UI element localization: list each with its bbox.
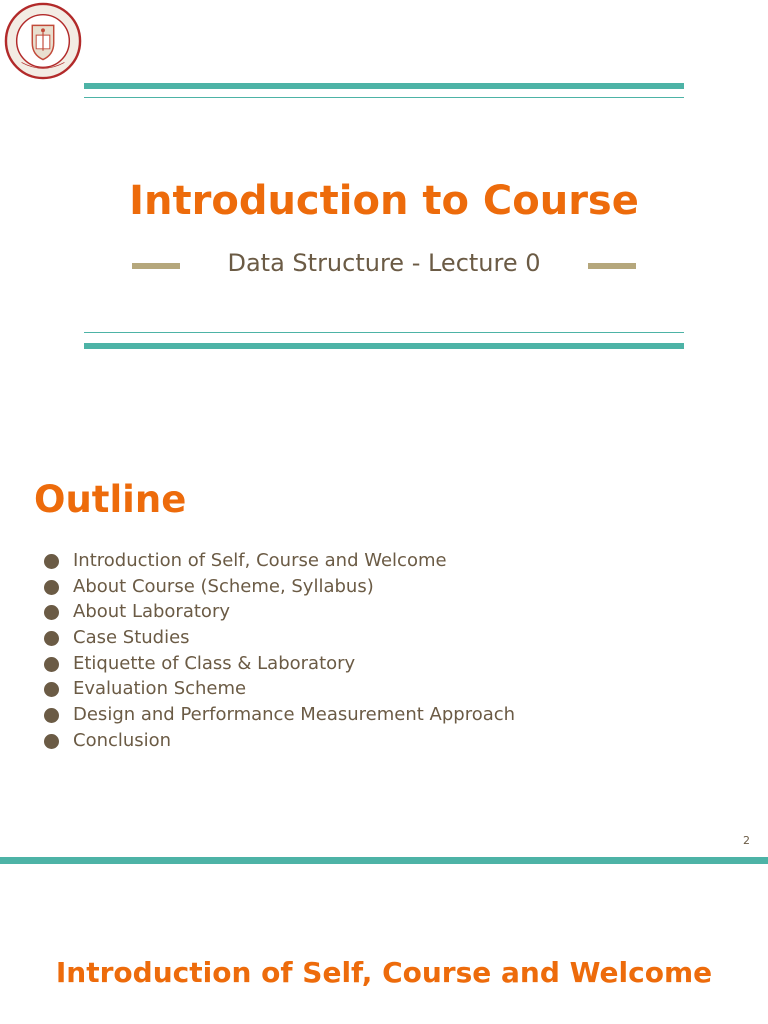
outline-slide	[0, 420, 768, 860]
list-item-text: Etiquette of Class & Laboratory	[73, 652, 356, 674]
list-item-text: About Laboratory	[73, 601, 230, 623]
bottom-rule-thin	[84, 332, 684, 333]
outline-list	[44, 548, 515, 754]
top-rule-thin	[84, 97, 684, 98]
top-rule-thick	[84, 83, 684, 89]
lecture-subtitle: Data Structure - Lecture 0	[227, 249, 541, 277]
section-title: Introduction of Self, Course and Welcome	[55, 956, 713, 989]
list-item-text: Introduction of Self, Course and Welcome	[73, 550, 447, 571]
bullet-icon	[44, 605, 59, 620]
bullet-icon	[44, 580, 59, 595]
bullet-icon	[44, 682, 59, 697]
list-item	[44, 548, 515, 574]
bullet-icon	[44, 554, 59, 569]
bullet-icon	[44, 631, 59, 646]
list-item-text: Evaluation Scheme	[73, 678, 247, 700]
list-item-text: Conclusion	[73, 729, 172, 751]
right-dash	[588, 263, 636, 269]
page-number: 2	[743, 834, 750, 847]
section-slide	[0, 860, 768, 1024]
title-slide	[0, 0, 768, 420]
university-logo	[4, 2, 82, 80]
bullet-icon	[44, 657, 59, 672]
list-item	[44, 651, 515, 677]
list-item	[44, 574, 515, 600]
bottom-rule-thick	[84, 343, 684, 349]
list-item-text: Design and Performance Measurement Approach	[73, 704, 516, 726]
subtitle-row	[0, 246, 768, 280]
outline-heading: Outline	[34, 478, 187, 521]
course-title: Introduction to Course	[129, 178, 639, 224]
list-item-text: About Course (Scheme, Syllabus)	[73, 575, 374, 597]
list-item-text: Case Studies	[73, 627, 190, 649]
bullet-icon	[44, 734, 59, 749]
list-item	[44, 676, 515, 702]
list-item	[44, 702, 515, 728]
bullet-icon	[44, 708, 59, 723]
list-item	[44, 599, 515, 625]
list-item	[44, 625, 515, 651]
list-item	[44, 728, 515, 754]
